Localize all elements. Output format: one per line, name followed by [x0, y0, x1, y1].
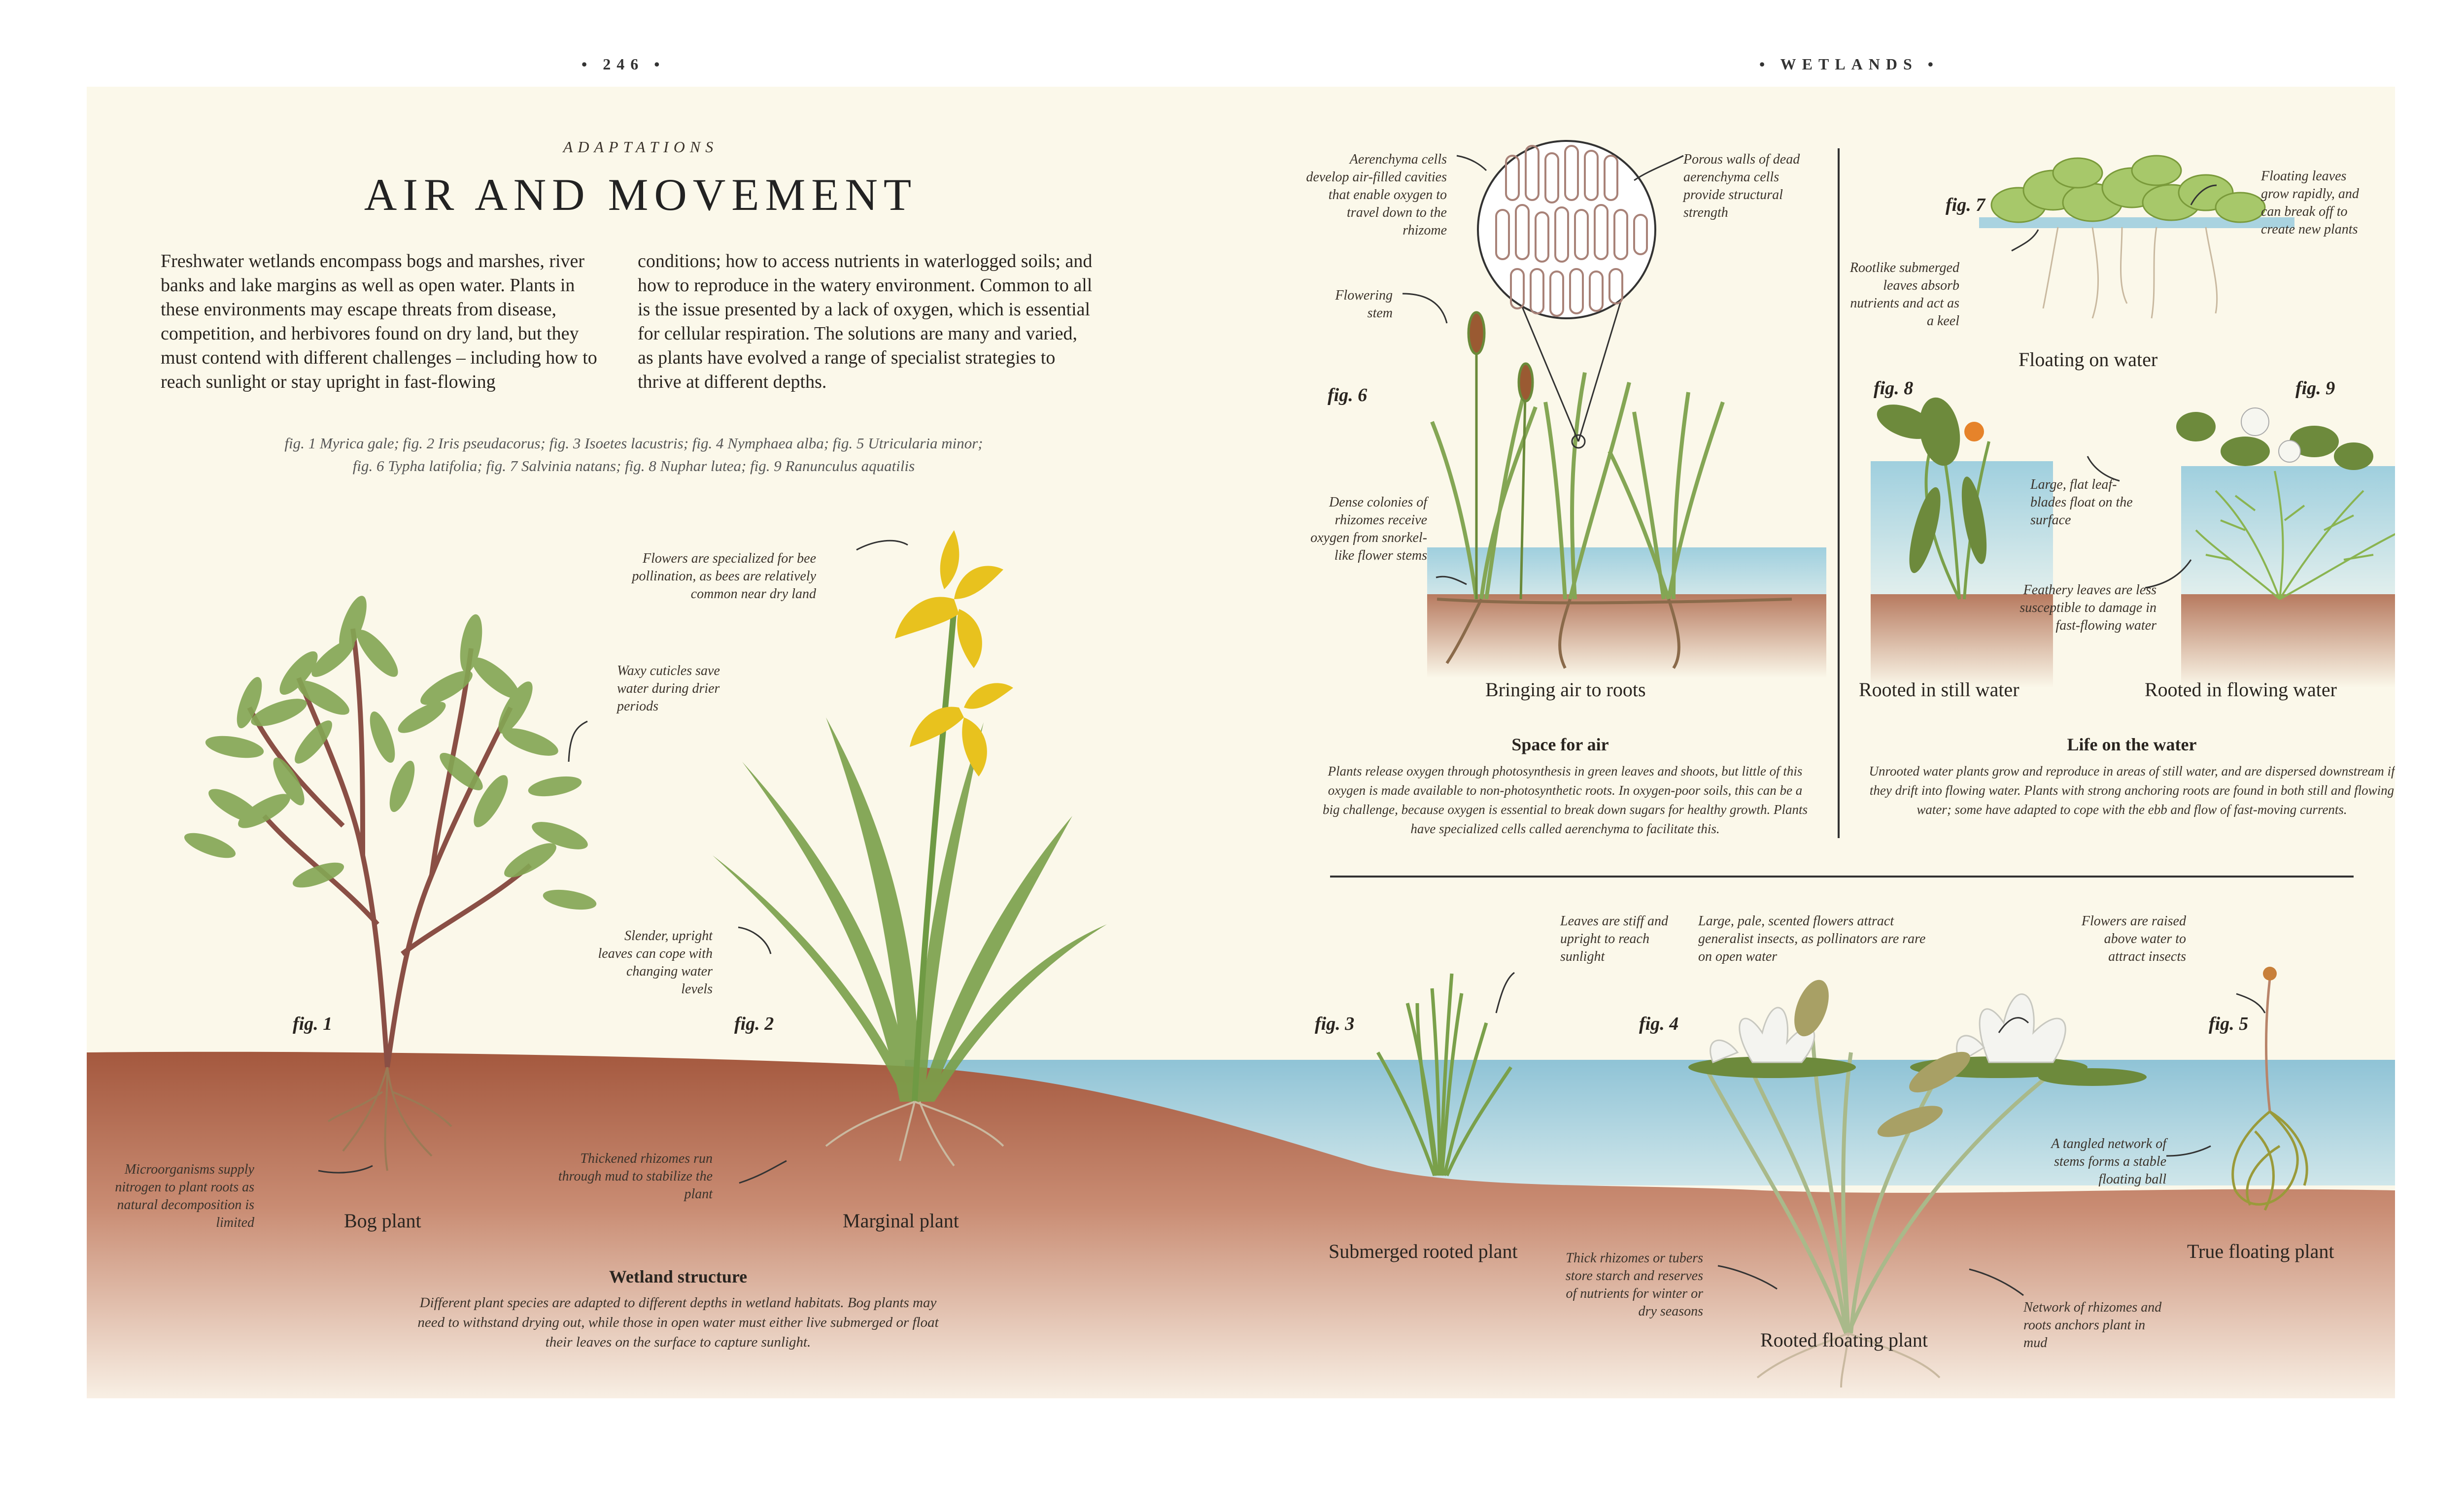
- page-number: • 246 •: [582, 55, 666, 73]
- fig9-mud: [2181, 594, 2395, 688]
- chapter-title: • WETLANDS •: [1759, 55, 1939, 73]
- bog-plant-drawing: [249, 629, 530, 1067]
- annotation-thick-rhizomes: Thick rhizomes or tubers store starch and reserves of nutrients for winter or dry seasons: [1565, 1250, 1703, 1319]
- fig-1-label: fig. 1: [293, 1014, 333, 1034]
- annotation-network-rhizomes: Network of rhizomes and roots anchors plant in mud: [2023, 1300, 2162, 1351]
- bog-plant-label: Bog plant: [344, 1210, 421, 1232]
- fig6-mud: [1427, 594, 1826, 678]
- bog-plant-leaves: [181, 593, 598, 913]
- fig-6-label: fig. 6: [1328, 385, 1368, 406]
- species-list-line-2: fig. 6 Typha latifolia; fig. 7 Salvinia natans; fig. 8 Nuphar lutea; fig. 9 Ranunculus aquatilis: [352, 457, 915, 474]
- submerged-plant-label: Submerged rooted plant: [1329, 1240, 1518, 1262]
- space-for-air-title: Space for air: [1511, 735, 1609, 754]
- water-lily-flowers: [1711, 994, 2066, 1062]
- page-title: AIR AND MOVEMENT: [364, 169, 918, 220]
- annotation-stiff-leaves: Leaves are stiff and upright to reach sunlight: [1560, 913, 1669, 964]
- life-on-water-title: Life on the water: [2067, 735, 2197, 754]
- annotation-iris-flowers: Flowers are specialized for bee pollination, as bees are relatively common near dry land: [632, 551, 816, 602]
- fig-8-label: fig. 8: [1874, 378, 1914, 399]
- illustration-panel: [87, 87, 2395, 1398]
- fig9-water: [2181, 466, 2395, 604]
- annotation-floating-leaves: Floating leaves grow rapidly, and can break off to create new plants: [2261, 169, 2359, 237]
- bladderwort-flower: [2263, 967, 2277, 980]
- ranunculus-leaves: [2176, 412, 2373, 470]
- annotation-tangled: A tangled network of stems forms a stable floating ball: [2051, 1136, 2166, 1187]
- annotation-waxy: Waxy cuticles save water during drier periods: [617, 663, 720, 714]
- space-for-air-body: Plants release oxygen through photosynthesis in green leaves and shoots, but little of this oxygen is made available to non-photosynthetic roots. In oxygen-poor soils, this can be a big challenge, because oxygen is essential to break down sugars for healthy growth. Plants have specialized cells called aerenchyma to facilitate this.: [1322, 764, 1808, 836]
- annotation-dense-colonies: Dense colonies of rhizomes receive oxygen from snorkel-like flower stems: [1310, 495, 1427, 563]
- rooted-flowing-label: Rooted in flowing water: [2145, 678, 2337, 701]
- salvinia-roots: [2043, 227, 2217, 318]
- rooted-floating-label: Rooted floating plant: [1760, 1329, 1928, 1351]
- annotation-flowers-raised: Flowers are raised above water to attract insects: [2081, 913, 2186, 964]
- annotation-large-pale: Large, pale, scented flowers attract generalist insects, as pollinators are rare on open water: [1698, 913, 1926, 964]
- fig-5-label: fig. 5: [2209, 1014, 2249, 1034]
- fig-2-label: fig. 2: [734, 1014, 774, 1034]
- annotation-feathery: Feathery leaves are less susceptible to damage in fast-flowing water: [2019, 582, 2156, 633]
- intro-column-1: Freshwater wetlands encompass bogs and marshes, river banks and lake margins as well as open water. Plants in these environments may escape threats from disease, competition, and herbivores found on dry land, but they must contend with different challenges – including how to reach sunlight or stay upright in fast-flowing: [161, 251, 597, 392]
- iris-leaves: [713, 717, 1107, 1102]
- fig-7-label: fig. 7: [1946, 195, 1985, 215]
- floating-on-water-label: Floating on water: [2019, 348, 2158, 371]
- species-list-line-1: fig. 1 Myrica gale; fig. 2 Iris pseudacorus; fig. 3 Isoetes lacustris; fig. 4 Nymphaea alba; fig. 5 Utricularia minor;: [284, 435, 983, 452]
- annotation-large-flat: Large, flat leaf-blades float on the surface: [2030, 477, 2133, 528]
- intro-column-2: conditions; how to access nutrients in waterlogged soils; and how to reproduce in the watery environment. Common to all is the issue presented by a lack of oxygen, which is essential for cellular respiration. The solutions are many and varied, as plants have evolved a range of specialist strategies to thrive at different depths.: [638, 251, 1093, 392]
- fig-4-label: fig. 4: [1639, 1014, 1679, 1034]
- salvinia-leaves: [1991, 156, 2265, 222]
- wetland-structure-body: Different plant species are adapted to different depths in wetland habitats. Bog plants may need to withstand drying out, while those in open water must either live submerged or float their leaves on the surface to capture sunlight.: [417, 1295, 939, 1350]
- annotation-thickened: Thickened rhizomes run through mud to stabilize the plant: [558, 1151, 713, 1202]
- annotation-flowering-stem: Flowering stem: [1335, 288, 1393, 321]
- rooted-still-label: Rooted in still water: [1859, 678, 2019, 701]
- true-floating-label: True floating plant: [2187, 1240, 2334, 1262]
- bringing-air-label: Bringing air to roots: [1485, 678, 1646, 701]
- aerenchyma-magnifier: [1478, 141, 1655, 448]
- nuphar-flower: [1964, 422, 1984, 441]
- marginal-plant-label: Marginal plant: [843, 1210, 959, 1232]
- fig-3-label: fig. 3: [1315, 1014, 1355, 1034]
- annotation-aerenchyma: Aerenchyma cells develop air-filled cavities that enable oxygen to travel down to the rhizome: [1306, 152, 1447, 238]
- iris-flowers: [895, 530, 1013, 777]
- fig-9-label: fig. 9: [2295, 378, 2335, 399]
- annotation-rootlike: Rootlike submerged leaves absorb nutrients and act as a keel: [1849, 260, 1959, 329]
- wetland-structure-title: Wetland structure: [609, 1267, 748, 1286]
- annotation-microorganisms: Microorganisms supply nitrogen to plant roots as natural decomposition is limited: [115, 1162, 254, 1230]
- annotation-slender: Slender, upright leaves can cope with changing water levels: [598, 928, 713, 997]
- life-on-water-body: Unrooted water plants grow and reproduce in areas of still water, and are dispersed downstream if they drift into flowing water. Plants with strong anchoring roots are found in both still and flowing water; some have adapted to cope with the ebb and flow of fast-moving currents.: [1869, 764, 2395, 817]
- annotation-porous: Porous walls of dead aerenchyma cells provide structural strength: [1683, 152, 1800, 220]
- section-kicker: ADAPTATIONS: [563, 138, 719, 156]
